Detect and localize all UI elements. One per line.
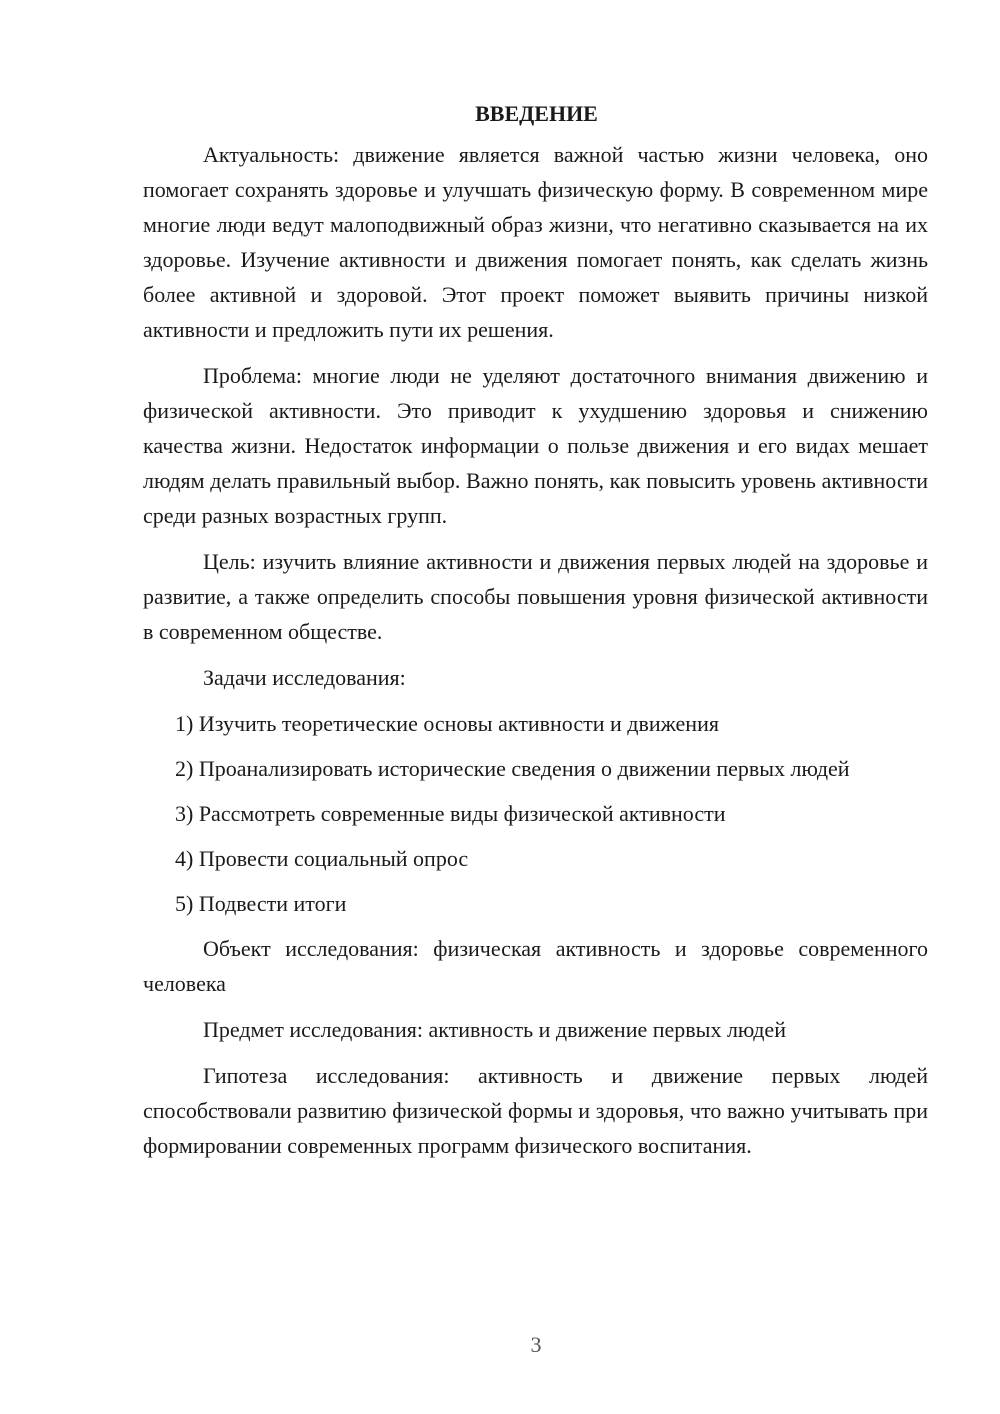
page-content — [143, 96, 928, 1174]
section-heading: ВВЕДЕНИЕ — [475, 101, 598, 126]
page-number: 3 — [530, 1332, 542, 1357]
task-item: 5) Подвести итоги — [175, 891, 347, 916]
task-item: 4) Провести социальный опрос — [175, 846, 469, 871]
problem-paragraph: Проблема: многие люди не уделяют достаточного внимания движению и физической активности. Это приводит к ухудшению здоровья и снижению качества жизни. Недостаток информации о пользе движения и его видах мешает людям делать правильный выбор. Важно понять, как повысить уровень активности среди разных возрастных групп. — [143, 363, 928, 528]
tasks-title: Задачи исследования: — [203, 665, 406, 690]
task-item: 1) Изучить теоретические основы активности и движения — [175, 711, 719, 736]
goal-paragraph: Цель: изучить влияние активности и движения первых людей на здоровье и развитие, а также определить способы повышения уровня физической активности в современном обществе. — [143, 549, 928, 644]
object-paragraph: Объект исследования: физическая активность и здоровье современного человека — [143, 936, 928, 996]
task-item: 2) Проанализировать исторические сведения о движении первых людей — [175, 756, 850, 781]
hypothesis-paragraph: Гипотеза исследования: активность и движение первых людей способствовали развитию физической формы и здоровья, что важно учитывать при формировании современных программ физического воспитания. — [143, 1063, 928, 1158]
subject-paragraph: Предмет исследования: активность и движение первых людей — [203, 1017, 786, 1042]
task-item: 3) Рассмотреть современные виды физической активности — [175, 801, 726, 826]
relevance-paragraph: Актуальность: движение является важной частью жизни человека, оно помогает сохранять здоровье и улучшать физическую форму. В современном мире многие люди ведут малоподвижный образ жизни, что негативно сказывается на их здоровье. Изучение активности и движения помогает понять, как сделать жизнь более активной и здоровой. Этот проект поможет выявить причины низкой активности и предложить пути их решения. — [143, 142, 928, 342]
